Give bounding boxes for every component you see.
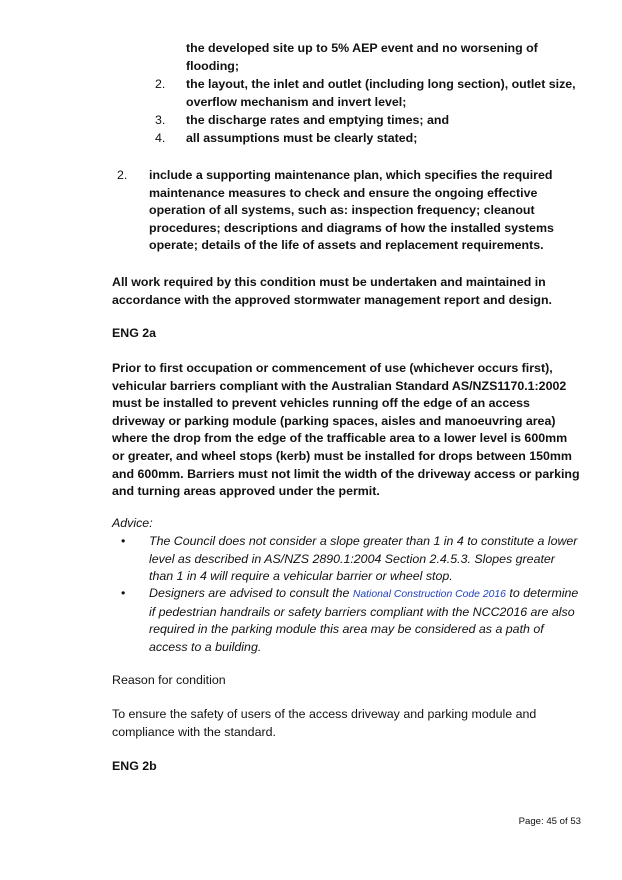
bullet-icon: • bbox=[121, 534, 126, 548]
list-number: 2. bbox=[117, 168, 128, 182]
bullet-text bbox=[149, 585, 583, 656]
advice-label: Advice: bbox=[112, 516, 153, 530]
all-work-paragraph: All work required by this condition must be undertaken and maintained in accordance with the approved stormwater management report and design. bbox=[112, 275, 552, 307]
bullet-text-after: to determine if pedestrian handrails or safety barriers compliant with the NCC2016 are also required in the parking module this area may be considered as a path of access to a building. bbox=[149, 586, 579, 654]
eng2a-body: Prior to first occupation or commencement of use (whichever occurs first), vehicular barriers compliant with the Australian Standard AS/NZS1170.1:2002 must be installed to prevent vehicles running off the edge of an access driveway or parking module (parking spaces, aisles and manoeuvring area) where the drop from the edge of the trafficable area to a lower level is 600mm or greater, and wheel stops (kerb) must be installed for drops between 150mm and 600mm. Barriers must not limit the width of the driveway access or parking and turning areas approved under the permit. bbox=[112, 361, 580, 499]
sublist-text: the discharge rates and emptying times; and bbox=[186, 113, 450, 127]
sublist-number: 3. bbox=[155, 113, 166, 127]
list-text: include a supporting maintenance plan, which specifies the required maintenance measures to check and ensure the ongoing effective operation of all systems, such as: inspection frequency; cleanout procedures; descriptions and diagrams of how the installed systems operate; details of the life of assets and replacement requirements. bbox=[149, 168, 554, 253]
bullet-text-before: Designers are advised to consult the bbox=[149, 586, 350, 600]
page-number: Page: 45 of 53 bbox=[518, 816, 581, 827]
reason-label: Reason for condition bbox=[112, 673, 226, 687]
eng2b-heading: ENG 2b bbox=[112, 759, 157, 773]
sublist-continuation: the developed site up to 5% AEP event and no worsening of flooding; bbox=[186, 41, 538, 73]
ncc-2016-link[interactable]: National Construction Code 2016 bbox=[352, 589, 506, 600]
sublist-text: all assumptions must be clearly stated; bbox=[186, 131, 418, 145]
sublist-text: the layout, the inlet and outlet (including long section), outlet size, overflow mechanism and invert level; bbox=[186, 77, 576, 109]
bullet-icon: • bbox=[121, 586, 126, 600]
reason-text: To ensure the safety of users of the access driveway and parking module and compliance with the standard. bbox=[112, 707, 537, 739]
sublist-number: 2. bbox=[155, 77, 166, 91]
eng2a-heading: ENG 2a bbox=[112, 326, 157, 340]
bullet-text: The Council does not consider a slope greater than 1 in 4 to constitute a lower level as described in AS/NZS 2890.1:2004 Section 2.4.5.3. Slopes greater than 1 in 4 will require a vehicular barrier or wheel stop. bbox=[149, 534, 578, 584]
sublist-number: 4. bbox=[155, 131, 166, 145]
